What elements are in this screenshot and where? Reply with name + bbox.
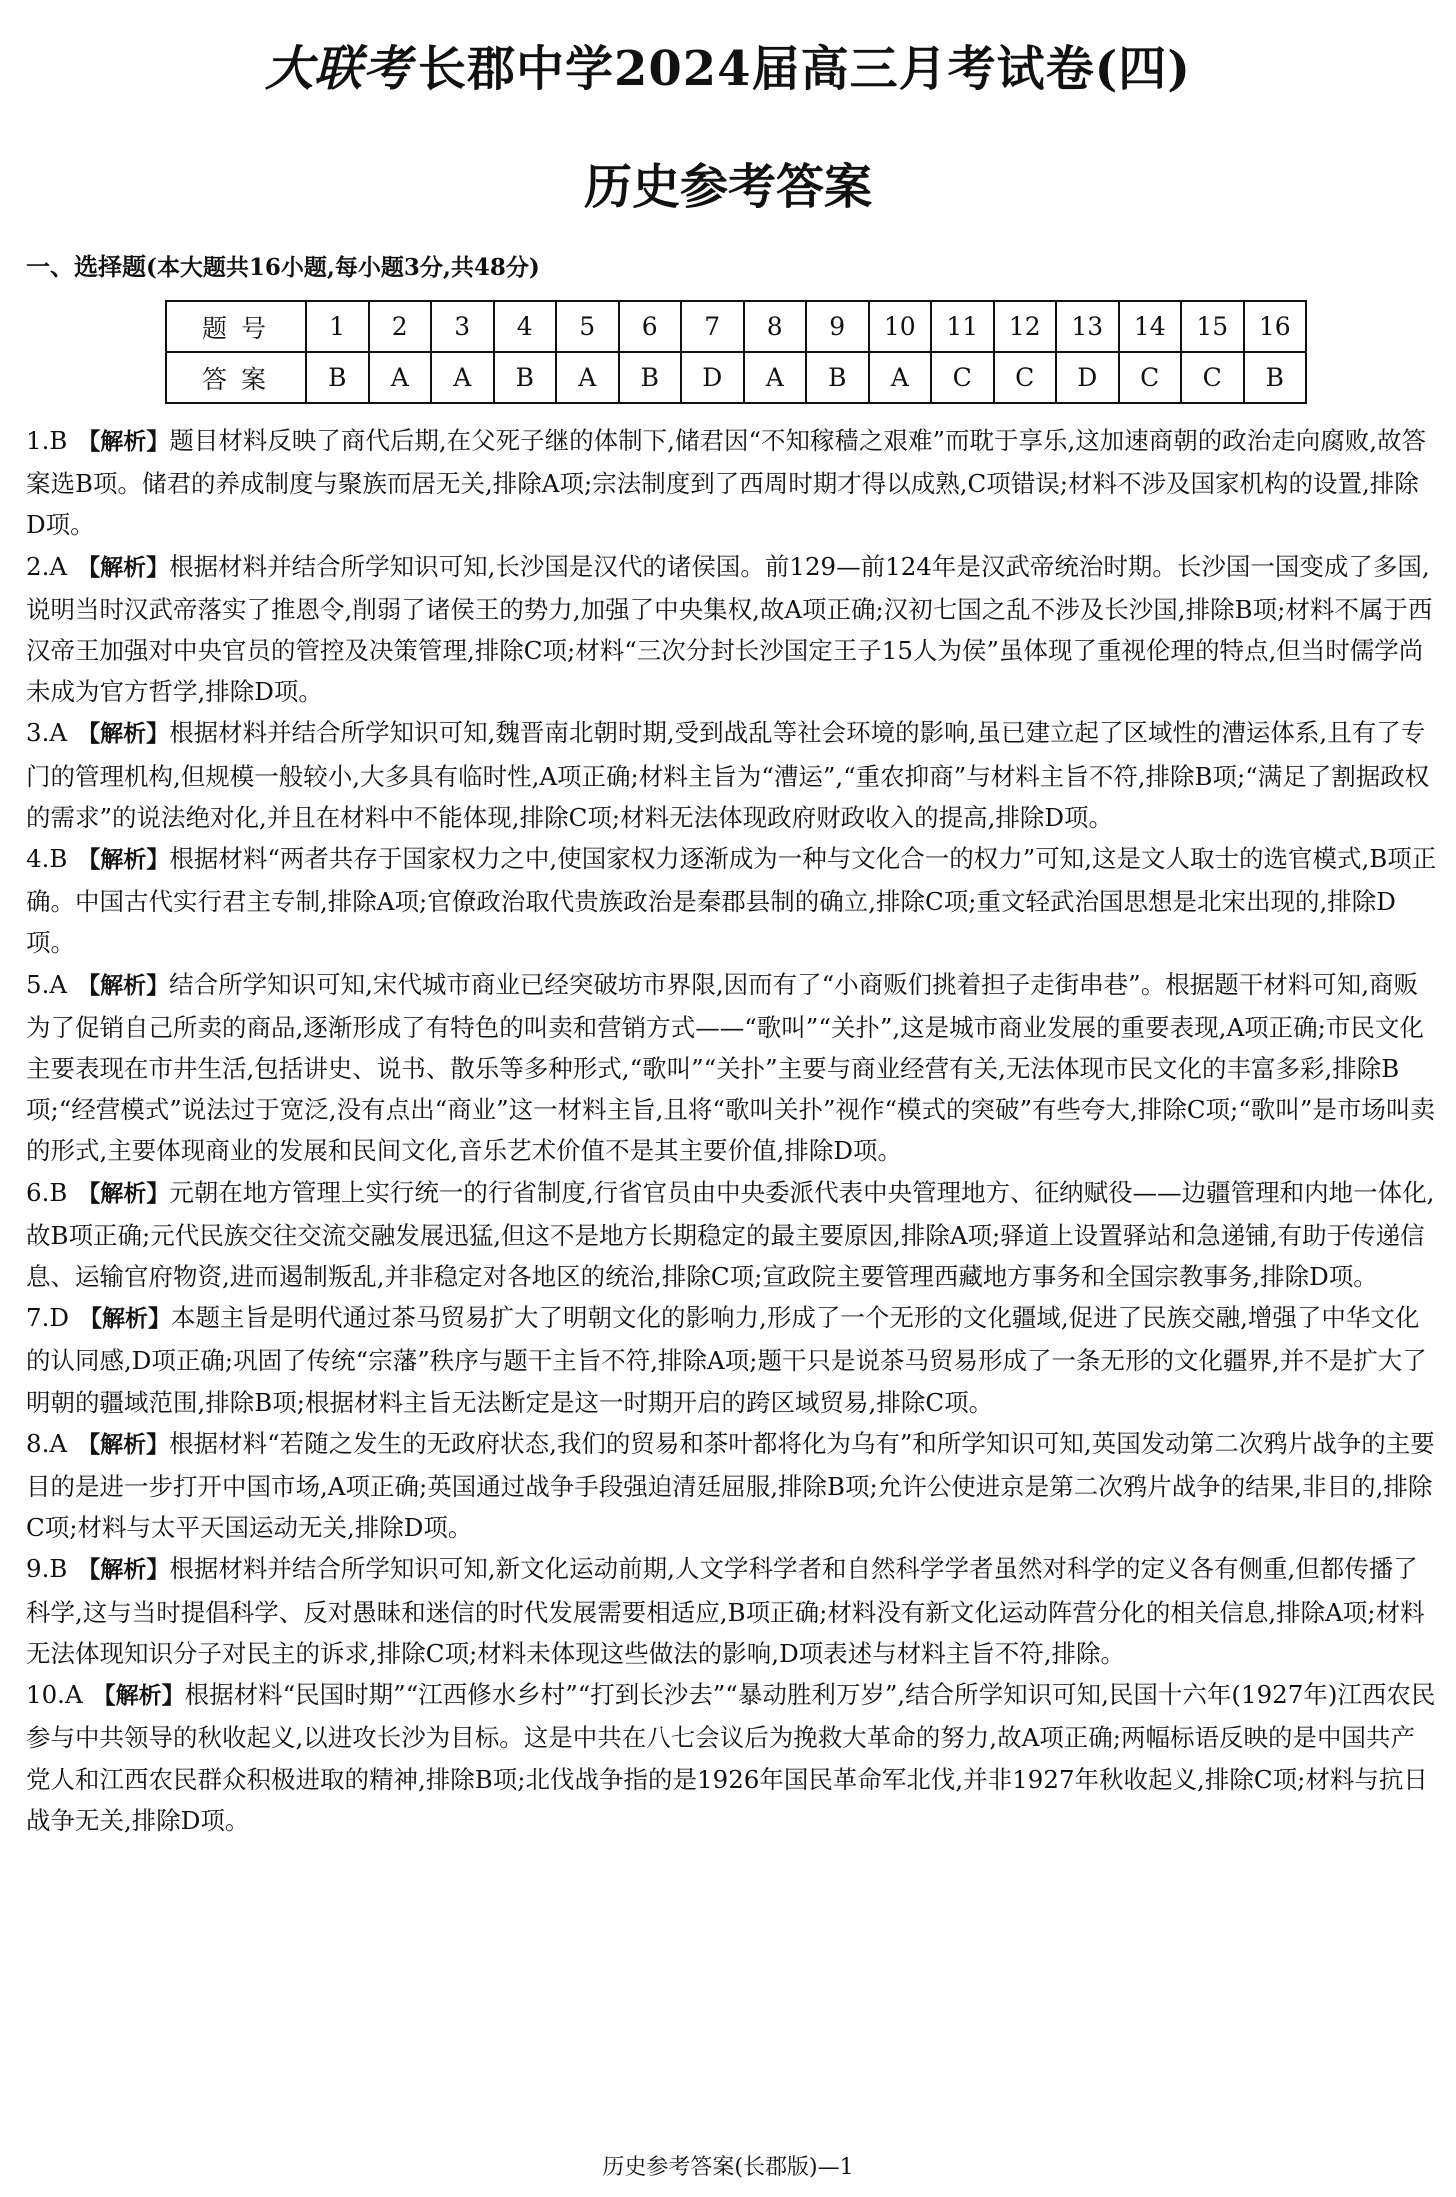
item-number: 2.A [26,551,68,581]
explanation-item [26,1423,1438,1549]
number-row-header: 题号 [166,301,306,352]
answer-cell: C [931,352,994,403]
item-text: 根据材料“两者共存于国家权力之中,使国家权力逐渐成为一种与文化合一的权力”可知,这是文人取士的选官模式,B项正确。中国古代实行君主专制,排除A项;官僚政治取代贵族政治是秦郡县制的确立,排除C项;重文轻武治国思想是北宋出现的,排除D项。 [26,844,1437,958]
explanation-item [26,712,1438,838]
brand-logo: 大联考 [264,41,412,97]
item-number: 7.D [26,1303,70,1333]
analysis-tag: 【解析】 [77,554,170,581]
answer-cell: D [1056,352,1119,403]
analysis-tag: 【解析】 [77,1431,170,1458]
number-cell: 6 [619,301,682,352]
number-cell: 7 [681,301,744,352]
explanation-list [26,420,1438,1841]
number-cell: 1 [306,301,369,352]
answer-cell: A [869,352,932,403]
analysis-tag: 【解析】 [77,847,170,874]
number-cell: 11 [931,301,994,352]
number-cell: 16 [1244,301,1307,352]
answer-cell: B [1244,352,1307,403]
explanation-item [26,546,1438,713]
item-text: 根据材料并结合所学知识可知,长沙国是汉代的诸侯国。前129—前124年是汉武帝统治时期。长沙国一国变成了多国,说明当时汉武帝落实了推恩令,削弱了诸侯王的势力,加强了中央集权,故A项正确;汉初七国之乱不涉及长沙国,排除B项;材料不属于西汉帝王加强对中央官员的管控及决策管理,排除C项;材料“三次分封长沙国定王子15人为侯”虽体现了重视伦理的特点,但当时儒学尚未成为官方哲学,排除D项。 [26,551,1433,707]
number-cell: 9 [806,301,869,352]
number-cell: 13 [1056,301,1119,352]
answer-cell: B [306,352,369,403]
explanation-item [26,1172,1438,1298]
answer-row-header: 答案 [166,352,306,403]
item-number: 6.B [26,1177,68,1207]
answer-cell: B [806,352,869,403]
explanation-item [26,964,1438,1172]
analysis-tag: 【解析】 [77,972,170,999]
page-title [0,30,1456,99]
page-footer: 历史参考答案(长郡版)—1 [602,2155,854,2180]
analysis-tag: 【解析】 [77,721,170,748]
page-subtitle: 历史参考答案 [583,159,872,215]
number-cell: 2 [369,301,432,352]
item-number: 1.B [26,426,68,455]
explanation-item [26,1297,1438,1423]
answer-cell: A [744,352,807,403]
answer-cell: A [431,352,494,403]
explanation-item [26,838,1438,964]
explanation-item [26,1548,1438,1674]
explanation-item [26,420,1438,546]
number-cell: 8 [744,301,807,352]
item-number: 3.A [26,718,68,748]
number-cell: 14 [1119,301,1182,352]
item-number: 10.A [26,1680,83,1710]
number-cell: 4 [494,301,557,352]
analysis-tag: 【解析】 [92,1683,185,1710]
explanation-item [26,1674,1438,1841]
item-text: 根据材料并结合所学知识可知,新文化运动前期,人文学科学者和自然科学学者虽然对科学的定义各有侧重,但都传播了科学,这与当时提倡科学、反对愚昧和迷信的时代发展需要相适应,B项正确;材料没有新文化运动阵营分化的相关信息,排除A项;材料无法体现知识分子对民主的诉求,排除C项;材料未体现这些做法的影响,D项表述与材料主旨不符,排除。 [26,1554,1425,1668]
answer-cell: C [994,352,1057,403]
item-number: 9.B [26,1554,68,1584]
number-cell: 5 [556,301,619,352]
number-cell: 3 [431,301,494,352]
section-heading-label: 一、选择题 [26,252,146,281]
number-cell: 12 [994,301,1057,352]
item-text: 结合所学知识可知,宋代城市商业已经突破坊市界限,因而有了“小商贩们挑着担子走街串巷”。根据题干材料可知,商贩为了促销自己所卖的商品,逐渐形成了有特色的叫卖和营销方式——“歌叫”“关扑”,这是城市商业发展的重要表现,A项正确;市民文化主要表现在市井生活,包括讲史、说书、散乐等多种形式,“歌叫”“关扑”主要与商业经营有关,无法体现市民文化的丰富多彩,排除B项;“经营模式”说法过于宽泛,没有点出“商业”这一材料主旨,且将“歌叫关扑”视作“模式的突破”有些夸大,排除C项;“歌叫”是市场叫卖的形式,主要体现商业的发展和民间文化,音乐艺术价值不是其主要价值,排除D项。 [26,969,1435,1166]
item-number: 8.A [26,1428,68,1458]
exam-title: 长郡中学2024届高三月考试卷(四) [417,41,1192,97]
answer-table-number-row [166,301,1306,352]
analysis-tag: 【解析】 [79,1306,172,1333]
number-cell: 15 [1181,301,1244,352]
answer-table [165,300,1307,404]
answer-cell: A [556,352,619,403]
answer-cell: A [369,352,432,403]
item-text: 根据材料“民国时期”“江西修水乡村”“打到长沙去”“暴动胜利万岁”,结合所学知识可知,民国十六年(1927年)江西农民参与中共领导的秋收起义,以进攻长沙为目标。这是中共在八七会议后为挽救大革命的努力,故A项正确;两幅标语反映的是中国共产党人和江西农民群众积极进取的精神,排除B项;北伐战争指的是1926年国民革命军北伐,并非1927年秋收起义,排除C项;材料与抗日战争无关,排除D项。 [26,1680,1436,1835]
item-text: 题目材料反映了商代后期,在父死子继的体制下,储君因“不知稼穑之艰难”而耽于享乐,这加速商朝的政治走向腐败,故答案选B项。储君的养成制度与聚族而居无关,排除A项;宗法制度到了西周时期才得以成熟,C项错误;材料不涉及国家机构的设置,排除D项。 [26,426,1427,540]
item-number: 4.B [26,844,68,874]
analysis-tag: 【解析】 [77,429,170,455]
answer-cell: B [619,352,682,403]
item-text: 本题主旨是明代通过茶马贸易扩大了明朝文化的影响力,形成了一个无形的文化疆域,促进了民族交融,增强了中华文化的认同感,D项正确;巩固了传统“宗藩”秩序与题干主旨不符,排除A项;题干只是说茶马贸易形成了一条无形的文化疆界,并不是扩大了明朝的疆域范围,排除B项;根据材料主旨无法断定是这一时期开启的跨区域贸易,排除C项。 [26,1303,1427,1417]
answer-cell: D [681,352,744,403]
analysis-tag: 【解析】 [77,1557,170,1584]
section-heading-note: (本大题共16小题,每小题3分,共48分) [146,254,540,281]
answer-table-answer-row [166,352,1306,403]
item-text: 根据材料并结合所学知识可知,魏晋南北朝时期,受到战乱等社会环境的影响,虽已建立起了区域性的漕运体系,且有了专门的管理机构,但规模一般较小,大多具有临时性,A项正确;材料主旨为“漕运”,“重农抑商”与材料主旨不符,排除B项;“满足了割据政权的需求”的说法绝对化,并且在材料中不能体现,排除C项;材料无法体现政府财政收入的提高,排除D项。 [26,718,1430,832]
section-heading [26,247,540,282]
answer-cell: C [1181,352,1244,403]
number-cell: 10 [869,301,932,352]
item-number: 5.A [26,969,68,999]
analysis-tag: 【解析】 [77,1180,170,1207]
item-text: 元朝在地方管理上实行统一的行省制度,行省官员由中央委派代表中央管理地方、征纳赋役——边疆管理和内地一体化,故B项正确;元代民族交往交流交融发展迅猛,但这不是地方长期稳定的最主要原因,排除A项;驿道上设置驿站和急递铺,有助于传递信息、运输官府物资,进而遏制叛乱,并非稳定对各地区的统治,排除C项;宣政院主要管理西藏地方事务和全国宗教事务,排除D项。 [26,1177,1435,1292]
answer-cell: B [494,352,557,403]
item-text: 根据材料“若随之发生的无政府状态,我们的贸易和茶叶都将化为乌有”和所学知识可知,英国发动第二次鸦片战争的主要目的是进一步打开中国市场,A项正确;英国通过战争手段强迫清廷屈服,排除B项;允许公使进京是第二次鸦片战争的结果,非目的,排除C项;材料与太平天国运动无关,排除D项。 [26,1428,1435,1543]
answer-cell: C [1119,352,1182,403]
